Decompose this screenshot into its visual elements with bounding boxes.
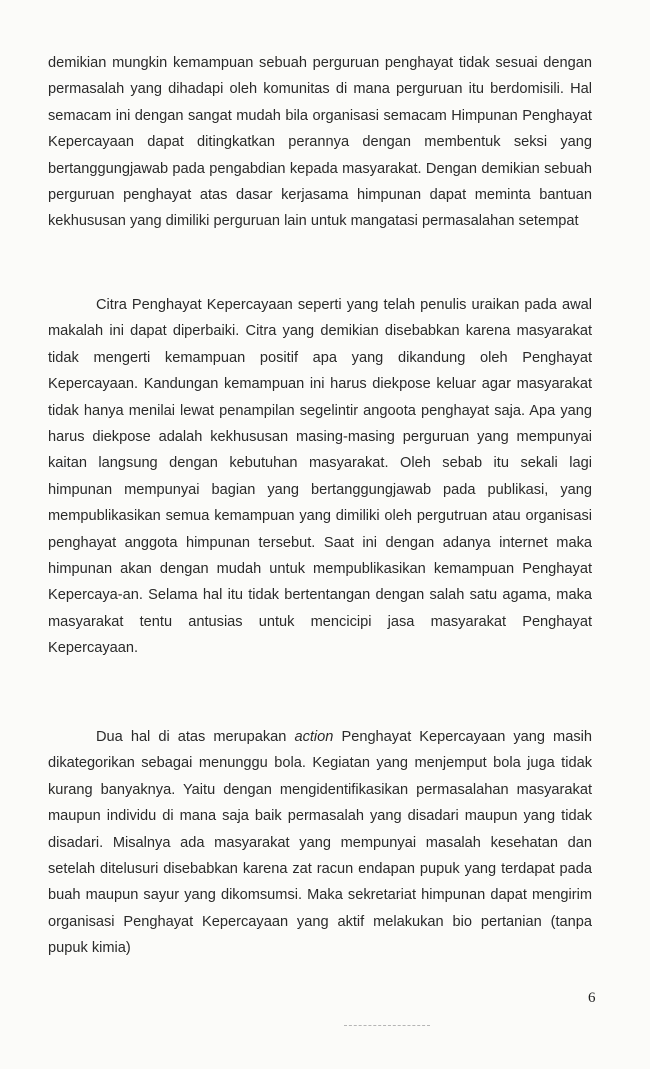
page-number: 6 — [588, 990, 596, 1006]
scan-artifact-line — [344, 1025, 430, 1027]
paragraph-1 — [48, 50, 592, 235]
paragraph-2-text: Citra Penghayat Kepercayaan seperti yang telah penulis uraikan pada awal makalah ini dapat diperbaiki. Citra yang demikian disebabkan karena masyarakat tidak mengerti kemampuan positif apa yang dikandung oleh Penghayat Kepercayaan. Kandungan kemampuan ini harus diekpose keluar agar masyarakat tidak hanya menilai lewat penampilan segelintir angoota penghayat saja. Apa yang harus diekpose adalah kekhususan masing-masing perguruan yang mempunyai kaitan langsung dengan kebutuhan masyarakat. Oleh sebab itu sekali lagi himpunan mempunyai bagian yang bertanggungjawab pada publikasi, yang mempublikasikan semua kemampuan yang dimiliki oleh pergutruan atau organisasi penghayat anggota himpunan tersebut. Saat ini dengan adanya internet maka himpunan akan dengan mudah untuk mempublikasikan kemampuan Penghayat Kepercaya-an. Selama hal itu tidak bertentangan dengan salah satu agama, maka masyarakat tentu antusias untuk mencicipi jasa masyarakat Penghayat Kepercayaan. — [48, 297, 592, 657]
paragraph-3 — [48, 724, 592, 962]
paragraph-3-text-start: Dua hal di atas merupakan — [96, 729, 295, 745]
paragraph-3-text-end: Penghayat Kepercayaan yang masih dikategorikan sebagai menunggu bola. Kegiatan yang menjemput bola juga tidak kurang banyaknya. Yaitu dengan mengidentifikasikan permasalahan masyarakat maupun individu di mana saja baik permasalah yang disadari maupun yang tidak disadari. Misalnya ada masyarakat yang mempunyai masalah kesehatan dan setelah ditelusuri disebabkan karena zat racun endapan pupuk yang terdapat pada buah maupun sayur yang dikomsumsi. Maka sekretariat himpunan dapat mengirim organisasi Penghayat Kepercayaan yang aktif melakukan bio pertanian (tanpa pupuk kimia) — [48, 729, 592, 957]
paragraph-3-italic-term: action — [294, 729, 334, 745]
paragraph-1-text: demikian mungkin kemampuan sebuah perguruan penghayat tidak sesuai dengan permasalah yang dihadapi oleh komunitas di mana perguruan itu berdomisili. Hal semacam ini dengan sangat mudah bila organisasi semacam Himpunan Penghayat Kepercayaan dapat ditingkatkan perannya dengan membentuk seksi yang bertanggungjawab pada pengabdian kepada masyarakat. Dengan demikian sebuah perguruan penghayat atas dasar kerjasama himpunan dapat meminta bantuan kekhususan yang dimiliki perguruan lain untuk mangatasi permasalahan setempat — [48, 55, 592, 230]
paragraph-2 — [48, 292, 592, 662]
